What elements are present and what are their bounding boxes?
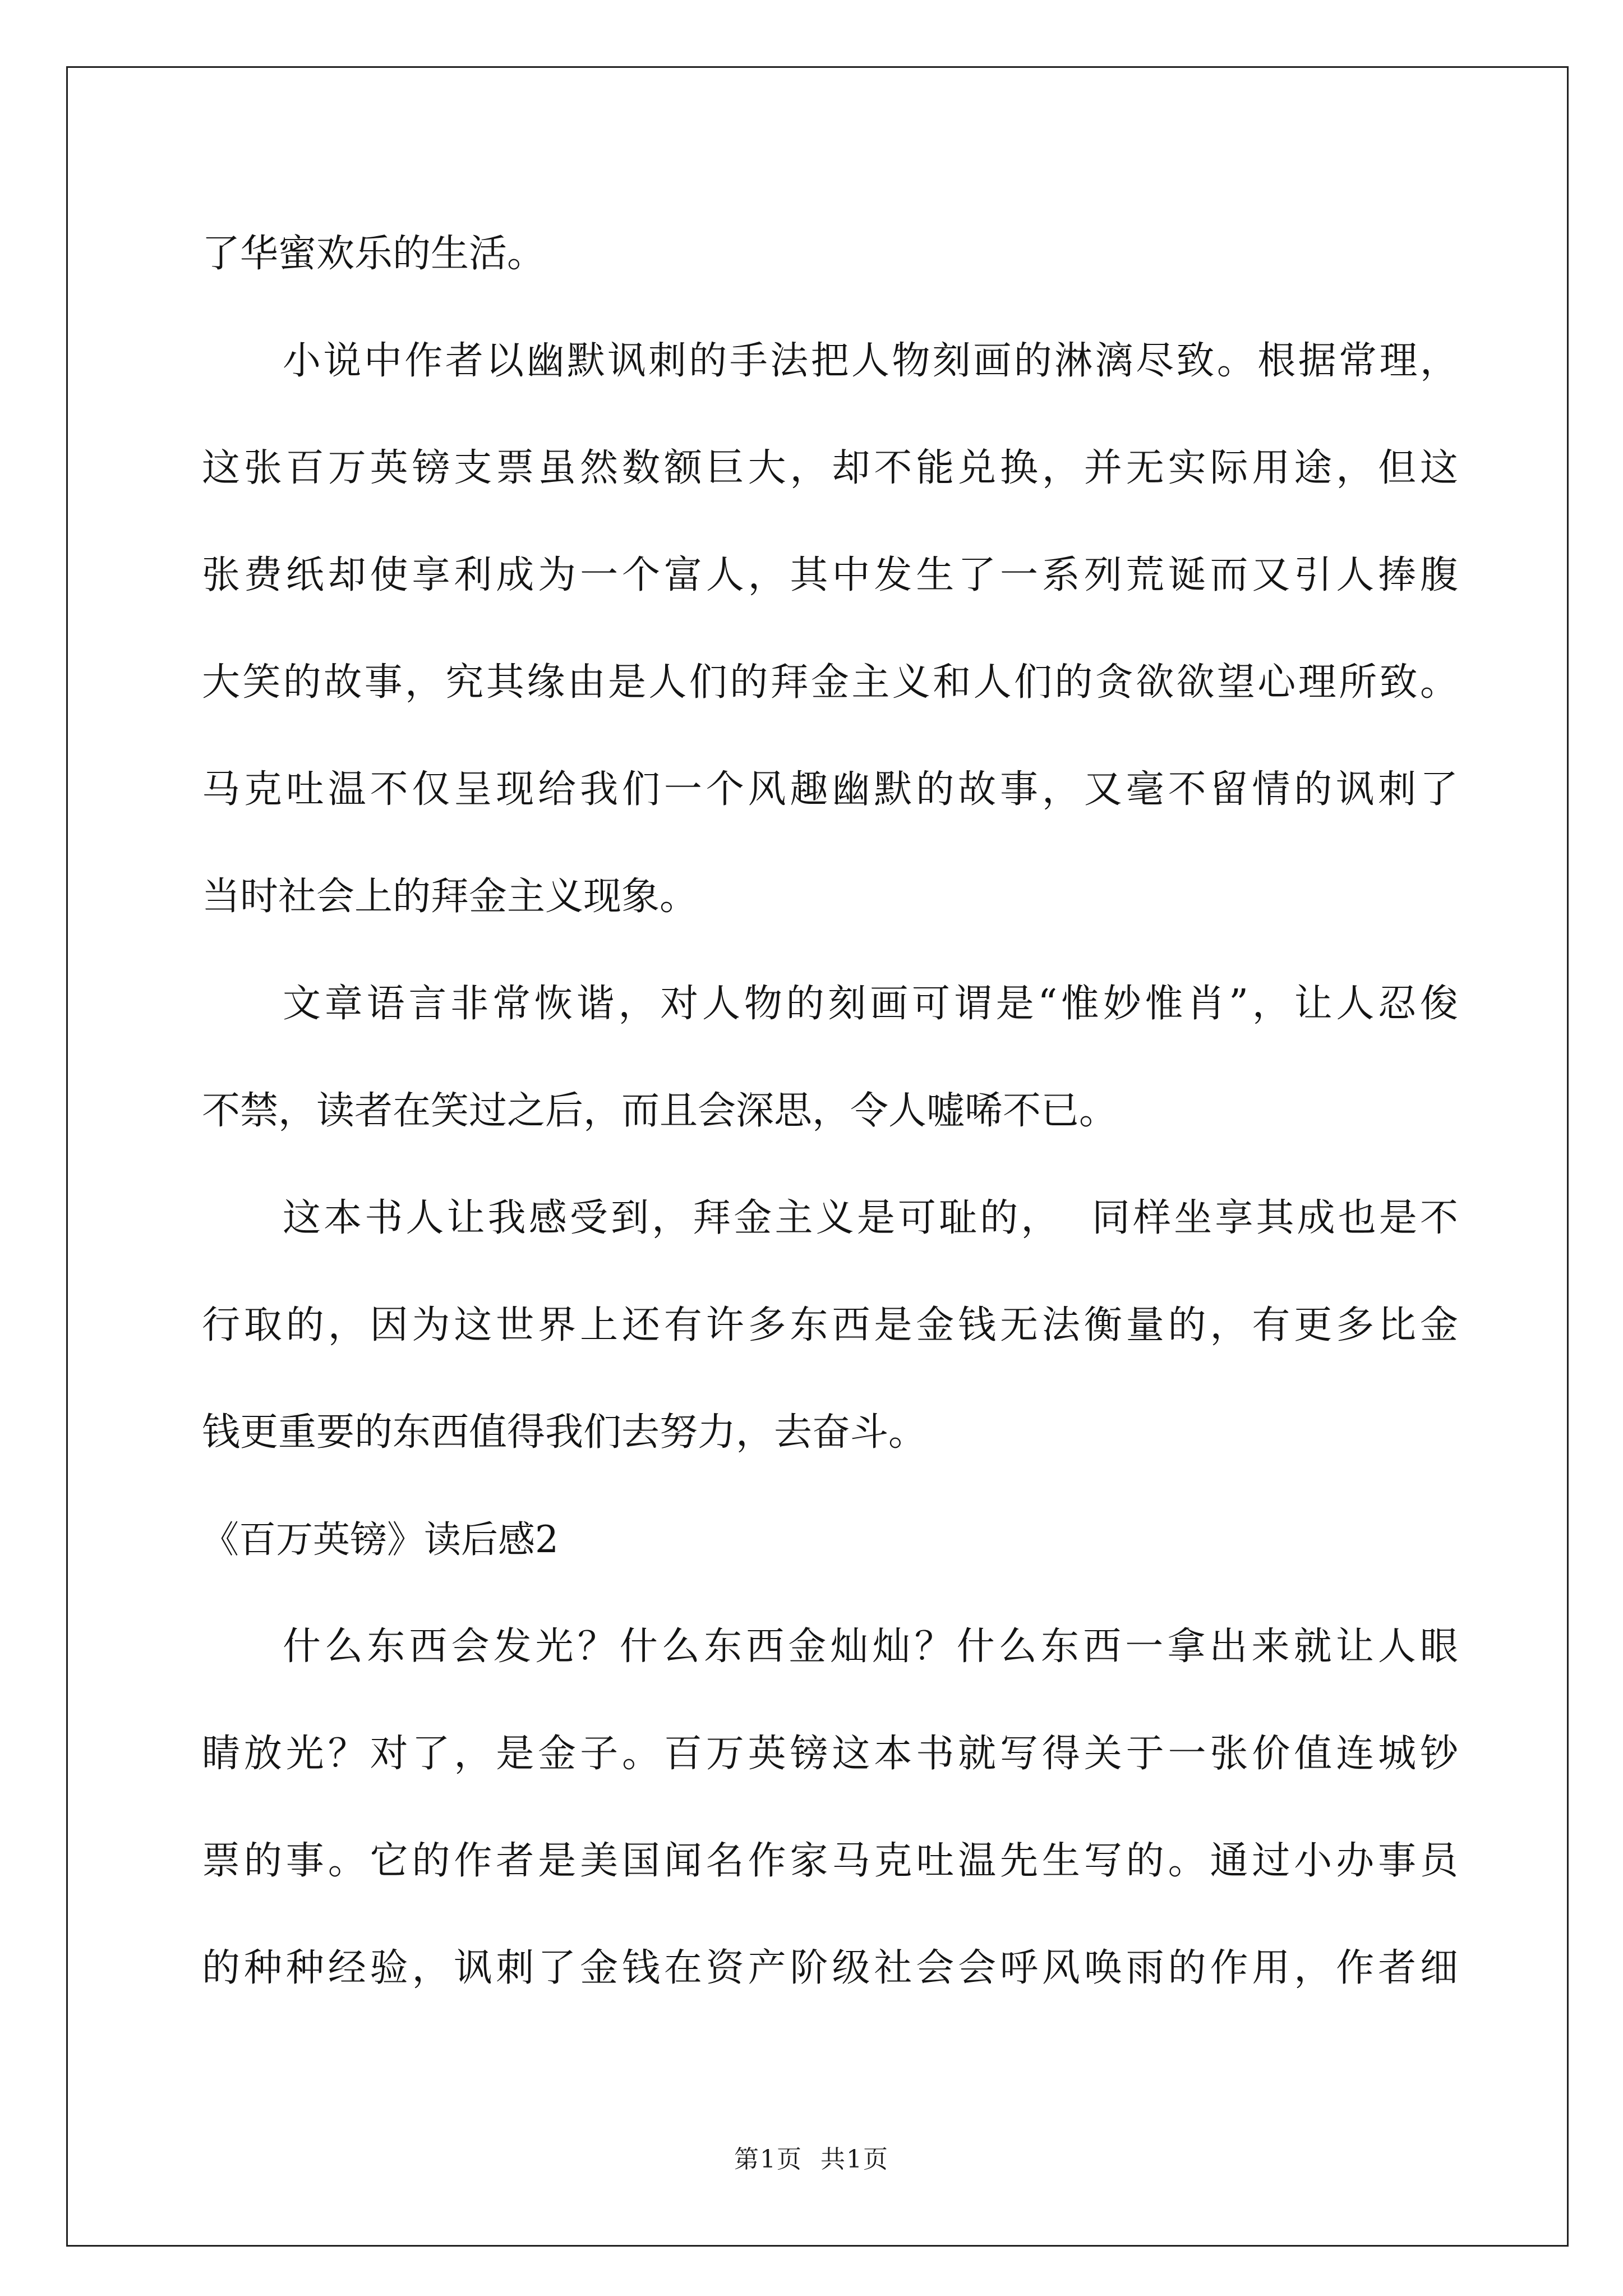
text-line: 张费纸却使享利成为一个富人，其中发生了一系列荒诞而又引人捧腹 xyxy=(202,553,1458,597)
document-body xyxy=(202,200,1458,2022)
text-line: 文章语言非常恢谐，对人物的刻画可谓是“惟妙惟肖”，让人忍俊 xyxy=(283,982,1458,1026)
paragraph xyxy=(202,200,1458,307)
text-line: 了华蜜欢乐的生活。 xyxy=(202,232,546,276)
text-line: 马克吐温不仅呈现给我们一个风趣幽默的故事，又毫不留情的讽刺了 xyxy=(202,767,1458,812)
paragraph xyxy=(202,1593,1458,2022)
paragraph xyxy=(202,307,1458,950)
text-line: 睛放光？对了，是金子。百万英镑这本书就写得关于一张价值连城钞 xyxy=(202,1732,1458,1776)
paragraph xyxy=(202,950,1458,1165)
text-line: 钱更重要的东西值得我们去努力，去奋斗。 xyxy=(202,1410,927,1455)
text-line: 大笑的故事，究其缘由是人们的拜金主义和人们的贪欲欲望心理所致。 xyxy=(202,660,1458,705)
text-line: 小说中作者以幽默讽刺的手法把人物刻画的淋漓尽致。根据常理， xyxy=(283,339,1458,383)
text-line: 票的事。它的作者是美国闻名作家马克吐温先生写的。通过小办事员 xyxy=(202,1839,1458,1883)
section-title: 《百万英镑》读后感2 xyxy=(202,1518,559,1561)
text-line: 当时社会上的拜金主义现象。 xyxy=(202,875,698,919)
paragraph xyxy=(202,1165,1458,1486)
text-line: 的种种经验，讽刺了金钱在资产阶级社会会呼风唤雨的作用，作者细 xyxy=(202,1946,1458,1990)
text-line: 行取的，因为这世界上还有许多东西是金钱无法衡量的，有更多比金 xyxy=(202,1303,1458,1347)
text-line: 这张百万英镑支票虽然数额巨大，却不能兑换，并无实际用途，但这 xyxy=(202,446,1458,490)
text-line: 什么东西会发光？什么东西金灿灿？什么东西一拿出来就让人眼 xyxy=(283,1625,1458,1669)
page-footer: 第1页 共1页 xyxy=(734,2145,889,2174)
text-line: 这本书人让我感受到，拜金主义是可耻的， 同样坐享其成也是不 xyxy=(283,1196,1458,1240)
text-line: 不禁，读者在笑过之后，而且会深思，令人嘘唏不已。 xyxy=(202,1089,1118,1133)
